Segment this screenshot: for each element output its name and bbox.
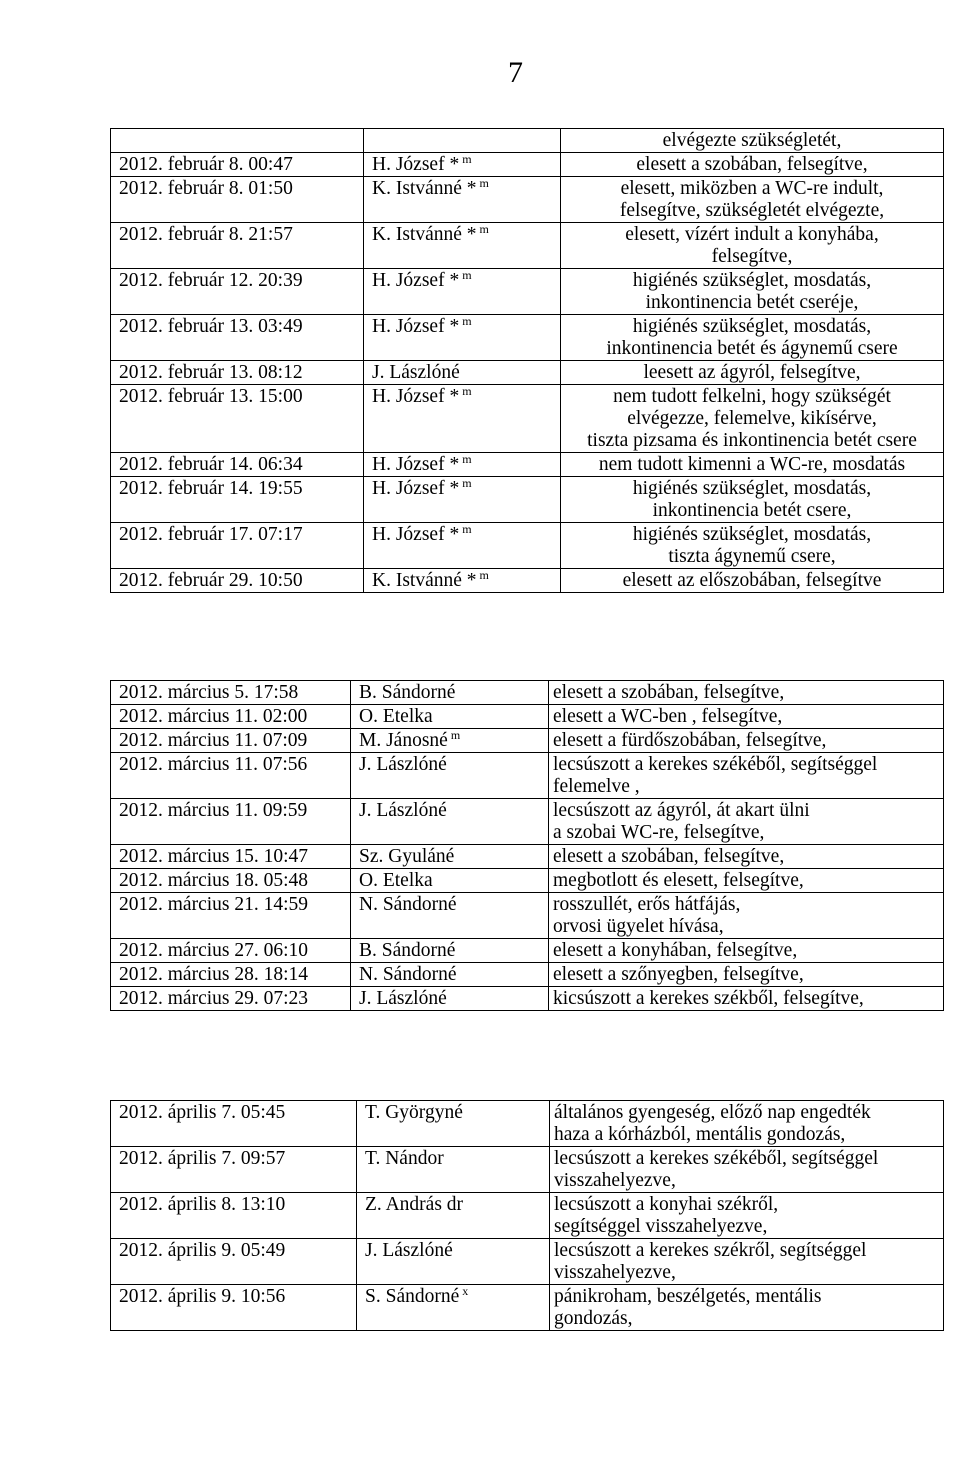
april-incident-table [110,1100,944,1331]
incident-date: 2012. február 13. 03:49 [111,315,364,361]
description-line: higiénés szükséglet, mosdatás, [632,478,872,499]
table-row [111,153,944,177]
description-line: haza a kórházból, mentális gondozás, [554,1124,846,1145]
incident-date: 2012. március 15. 10:47 [111,845,351,869]
description-line: elesett a konyhában, felsegítve, [553,940,798,961]
incident-description [549,845,944,869]
description-line: elesett, miközben a WC-re indult, [620,178,884,199]
resident-name-cell [364,269,561,315]
incident-description [561,177,944,223]
incident-date: 2012. február 8. 01:50 [111,177,364,223]
resident-name: J. Lászlóné [359,800,447,821]
description-line: felemelve , [553,776,640,797]
description-line: tiszta ágynemű csere, [668,546,836,567]
incident-date: 2012. február 13. 15:00 [111,385,364,453]
table-row [111,705,944,729]
resident-name-cell [364,177,561,223]
incident-date: 2012. február 14. 06:34 [111,453,364,477]
table-row [111,223,944,269]
description-line: tiszta pizsama és inkontinencia betét csere [587,430,917,451]
description-line: nem tudott felkelni, hogy szükségét [613,386,891,407]
resident-name-cell [364,153,561,177]
table-row [111,269,944,315]
resident-name-cell [351,987,549,1011]
resident-name-cell [364,361,561,385]
resident-name-cell [364,315,561,361]
incident-description [561,315,944,361]
resident-name: H. József * [372,524,460,545]
table-row [111,939,944,963]
table-row [111,1285,944,1331]
table-row [111,987,944,1011]
resident-name: Z. András dr [365,1194,464,1215]
resident-marker: m [462,314,472,328]
description-line: higiénés szükséglet, mosdatás, [632,316,872,337]
resident-name: N. Sándorné [359,964,457,985]
incident-date: 2012. február 8. 00:47 [111,153,364,177]
table-row [111,523,944,569]
incident-date: 2012. március 11. 07:09 [111,729,351,753]
table-row [111,453,944,477]
incident-date: 2012. február 13. 08:12 [111,361,364,385]
incident-description [561,569,944,593]
table-row [111,729,944,753]
description-line: higiénés szükséglet, mosdatás, [632,270,872,291]
resident-name-cell [364,129,561,153]
resident-name: O. Etelka [359,870,433,891]
description-line: leesett az ágyról, felsegítve, [643,362,861,383]
resident-name: M. Jánosné [359,730,448,751]
resident-name-cell [351,963,549,987]
incident-description [550,1193,944,1239]
table-row [111,1101,944,1147]
incident-date: 2012. február 12. 20:39 [111,269,364,315]
incident-description [561,223,944,269]
resident-name: H. József * [372,478,460,499]
table-row [111,315,944,361]
incident-date: 2012. március 18. 05:48 [111,869,351,893]
incident-description [561,361,944,385]
incident-description [549,939,944,963]
incident-description [549,753,944,799]
resident-name: H. József * [372,386,460,407]
resident-name-cell [357,1239,550,1285]
resident-marker: m [462,152,472,166]
description-line: lecsúszott a kerekes székéből, segítséggel [554,1148,879,1169]
description-line: a szobai WC-re, felsegítve, [553,822,765,843]
resident-name-cell [351,869,549,893]
resident-name-cell [357,1285,550,1331]
incident-description [550,1239,944,1285]
description-line: felsegítve, szükségletét elvégezte, [619,200,885,221]
incident-description [561,269,944,315]
resident-name-cell [364,223,561,269]
resident-name: K. Istvánné * [372,178,477,199]
resident-name: H. József * [372,270,460,291]
description-line: elesett a szobában, felsegítve, [553,846,785,867]
resident-name: B. Sándorné [359,682,456,703]
table-row [111,177,944,223]
description-line: gondozás, [554,1308,633,1329]
description-line: pánikroham, beszélgetés, mentális [554,1286,822,1307]
description-line: inkontinencia betét csere, [652,500,852,521]
description-line: kicsúszott a kerekes székből, felsegítve, [553,988,864,1009]
table-row [111,799,944,845]
resident-marker: m [462,268,472,282]
incident-description [550,1101,944,1147]
description-line: lecsúszott az ágyról, át akart ülni [553,800,810,821]
table-row [111,1147,944,1193]
resident-name: J. Lászlóné [372,362,460,383]
incident-description [549,681,944,705]
resident-name: K. Istvánné * [372,570,477,591]
incident-date: 2012. március 11. 09:59 [111,799,351,845]
description-line: segítséggel visszahelyezve, [554,1216,768,1237]
table-row [111,845,944,869]
resident-name: O. Etelka [359,706,433,727]
resident-name-cell [351,705,549,729]
resident-name: H. József * [372,154,460,175]
description-line: orvosi ügyelet hívása, [553,916,724,937]
table-row [111,963,944,987]
resident-marker: m [479,568,489,582]
incident-description [550,1285,944,1331]
incident-date [111,129,364,153]
incident-date: 2012. február 29. 10:50 [111,569,364,593]
description-line: elesett a WC-ben , felsegítve, [553,706,783,727]
resident-name: J. Lászlóné [359,754,447,775]
incident-date: 2012. március 21. 14:59 [111,893,351,939]
description-line: megbotlott és elesett, felsegítve, [553,870,804,891]
resident-name: T. Nándor [365,1148,444,1169]
resident-name-cell [351,753,549,799]
resident-name-cell [351,729,549,753]
description-line: lecsúszott a kerekes székéből, segítséggel [553,754,878,775]
table-row [111,361,944,385]
description-line: elesett az előszobában, felsegítve [622,570,882,591]
resident-name: N. Sándorné [359,894,457,915]
resident-marker: m [479,176,489,190]
table-row [111,753,944,799]
resident-marker: m [479,222,489,236]
description-line: visszahelyezve, [554,1170,676,1191]
resident-name: K. Istvánné * [372,224,477,245]
incident-description [561,523,944,569]
table-row [111,1193,944,1239]
incident-description [561,385,944,453]
resident-name: H. József * [372,316,460,337]
incident-date: 2012. február 17. 07:17 [111,523,364,569]
resident-name-cell [364,523,561,569]
incident-date: 2012. február 14. 19:55 [111,477,364,523]
resident-marker: m [462,452,472,466]
resident-name: S. Sándorné [365,1286,460,1307]
description-line: inkontinencia betét és ágynemű csere [606,338,898,359]
description-line: rosszullét, erős hátfájás, [553,894,741,915]
resident-name-cell [364,453,561,477]
resident-name-cell [351,799,549,845]
incident-description [550,1147,944,1193]
table-row [111,129,944,153]
table-row [111,569,944,593]
incident-date: 2012. március 11. 07:56 [111,753,351,799]
resident-name: T. Györgyné [365,1102,463,1123]
table-row [111,893,944,939]
resident-name-cell [351,939,549,963]
incident-description [561,129,944,153]
incident-date: 2012. április 9. 10:56 [111,1285,357,1331]
description-line: elvégezte szükségletét, [662,130,842,151]
table-row [111,385,944,453]
resident-name-cell [351,845,549,869]
description-line: elesett a szőnyegben, felsegítve, [553,964,804,985]
resident-name-cell [357,1147,550,1193]
description-line: nem tudott kimenni a WC-re, mosdatás [598,454,906,475]
incident-date: 2012. március 11. 02:00 [111,705,351,729]
resident-name-cell [351,893,549,939]
description-line: inkontinencia betét cseréje, [645,292,859,313]
incident-date: 2012. április 7. 05:45 [111,1101,357,1147]
incident-description [549,987,944,1011]
description-line: elesett a szobában, felsegítve, [636,154,868,175]
incident-date: 2012. február 8. 21:57 [111,223,364,269]
incident-description [549,799,944,845]
resident-name-cell [357,1193,550,1239]
incident-description [561,477,944,523]
resident-marker: m [462,384,472,398]
description-line: felsegítve, [711,246,793,267]
february-incident-table [110,128,944,593]
resident-marker: m [462,522,472,536]
resident-marker: x [462,1284,469,1298]
resident-marker: m [450,728,461,742]
incident-description [549,893,944,939]
description-line: általános gyengeség, előző nap engedték [554,1102,871,1123]
resident-name-cell [351,681,549,705]
incident-date: 2012. április 9. 05:49 [111,1239,357,1285]
table-row [111,869,944,893]
march-incident-table [110,680,944,1011]
resident-name-cell [357,1101,550,1147]
description-line: elesett a fürdőszobában, felsegítve, [553,730,827,751]
resident-name: Sz. Gyuláné [359,846,455,867]
table-row [111,1239,944,1285]
incident-description [549,705,944,729]
incident-description [549,729,944,753]
incident-date: 2012. március 5. 17:58 [111,681,351,705]
resident-name-cell [364,477,561,523]
resident-name: H. József * [372,454,460,475]
description-line: higiénés szükséglet, mosdatás, [632,524,872,545]
description-line: elesett, vízért indult a konyhába, [625,224,879,245]
description-line: visszahelyezve, [554,1262,676,1283]
description-line: elvégezze, felemelve, kikísérve, [627,408,877,429]
incident-description [561,153,944,177]
resident-marker: m [462,476,472,490]
page-number: 7 [508,56,523,89]
description-line: lecsúszott a kerekes székről, segítséggel [554,1240,867,1261]
table-row [111,681,944,705]
incident-date: 2012. március 29. 07:23 [111,987,351,1011]
incident-description [561,453,944,477]
description-line: lecsúszott a konyhai székről, [554,1194,779,1215]
description-line: elesett a szobában, felsegítve, [553,682,785,703]
incident-description [549,869,944,893]
incident-date: 2012. március 27. 06:10 [111,939,351,963]
table-row [111,477,944,523]
resident-name: J. Lászlóné [359,988,447,1009]
incident-description [549,963,944,987]
resident-name: B. Sándorné [359,940,456,961]
resident-name-cell [364,569,561,593]
incident-date: 2012. április 7. 09:57 [111,1147,357,1193]
resident-name: J. Lászlóné [365,1240,453,1261]
resident-name-cell [364,385,561,453]
incident-date: 2012. április 8. 13:10 [111,1193,357,1239]
incident-date: 2012. március 28. 18:14 [111,963,351,987]
